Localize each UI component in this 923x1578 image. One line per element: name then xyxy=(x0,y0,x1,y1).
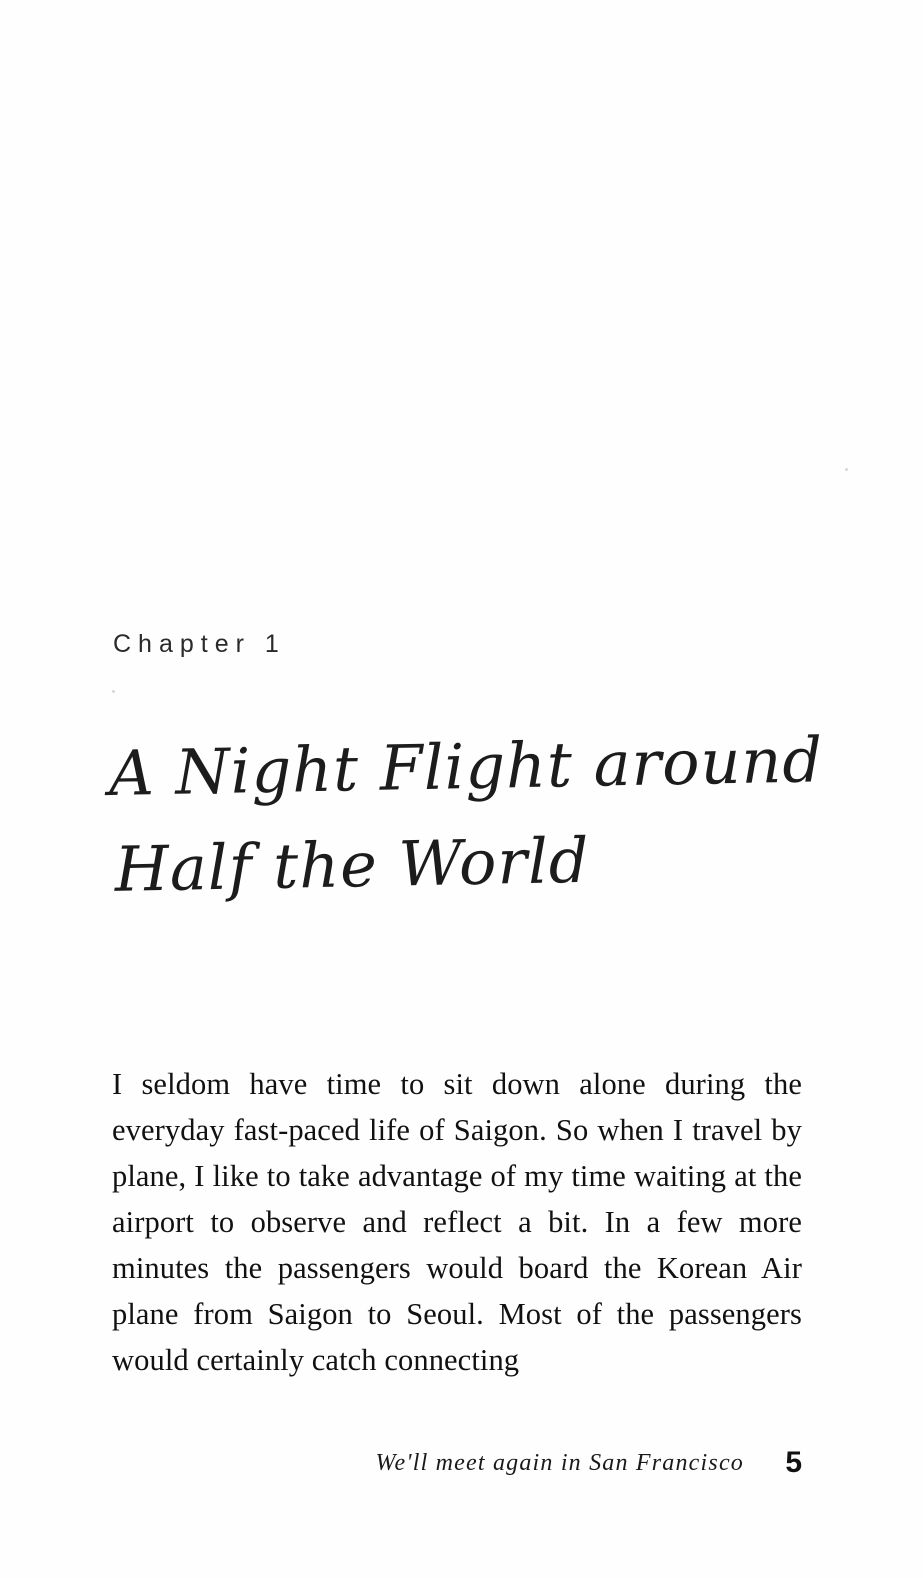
footer-book-title: We'll meet again in San Francisco xyxy=(375,1450,744,1476)
scan-speck xyxy=(112,690,115,693)
chapter-title-line-2: Half the World xyxy=(114,823,591,906)
chapter-title-line-1: A Night Flight around xyxy=(108,723,824,810)
page-number: 5 xyxy=(785,1446,802,1479)
body-paragraph: I seldom have time to sit down alone during the everyday fast-paced life of Saigon. So when I travel by plane, I like to take advantage of my time waiting at the airport to observe and reflect a bit. In a few more minutes the passengers would board the Korean Air plane from Saigon to Seoul. Most of the passengers would certainly catch connecting xyxy=(112,1066,802,1377)
chapter-label: Chapter 1 xyxy=(113,630,286,658)
chapter-title xyxy=(108,713,824,918)
scan-speck xyxy=(845,468,848,471)
page-footer xyxy=(112,1446,802,1490)
